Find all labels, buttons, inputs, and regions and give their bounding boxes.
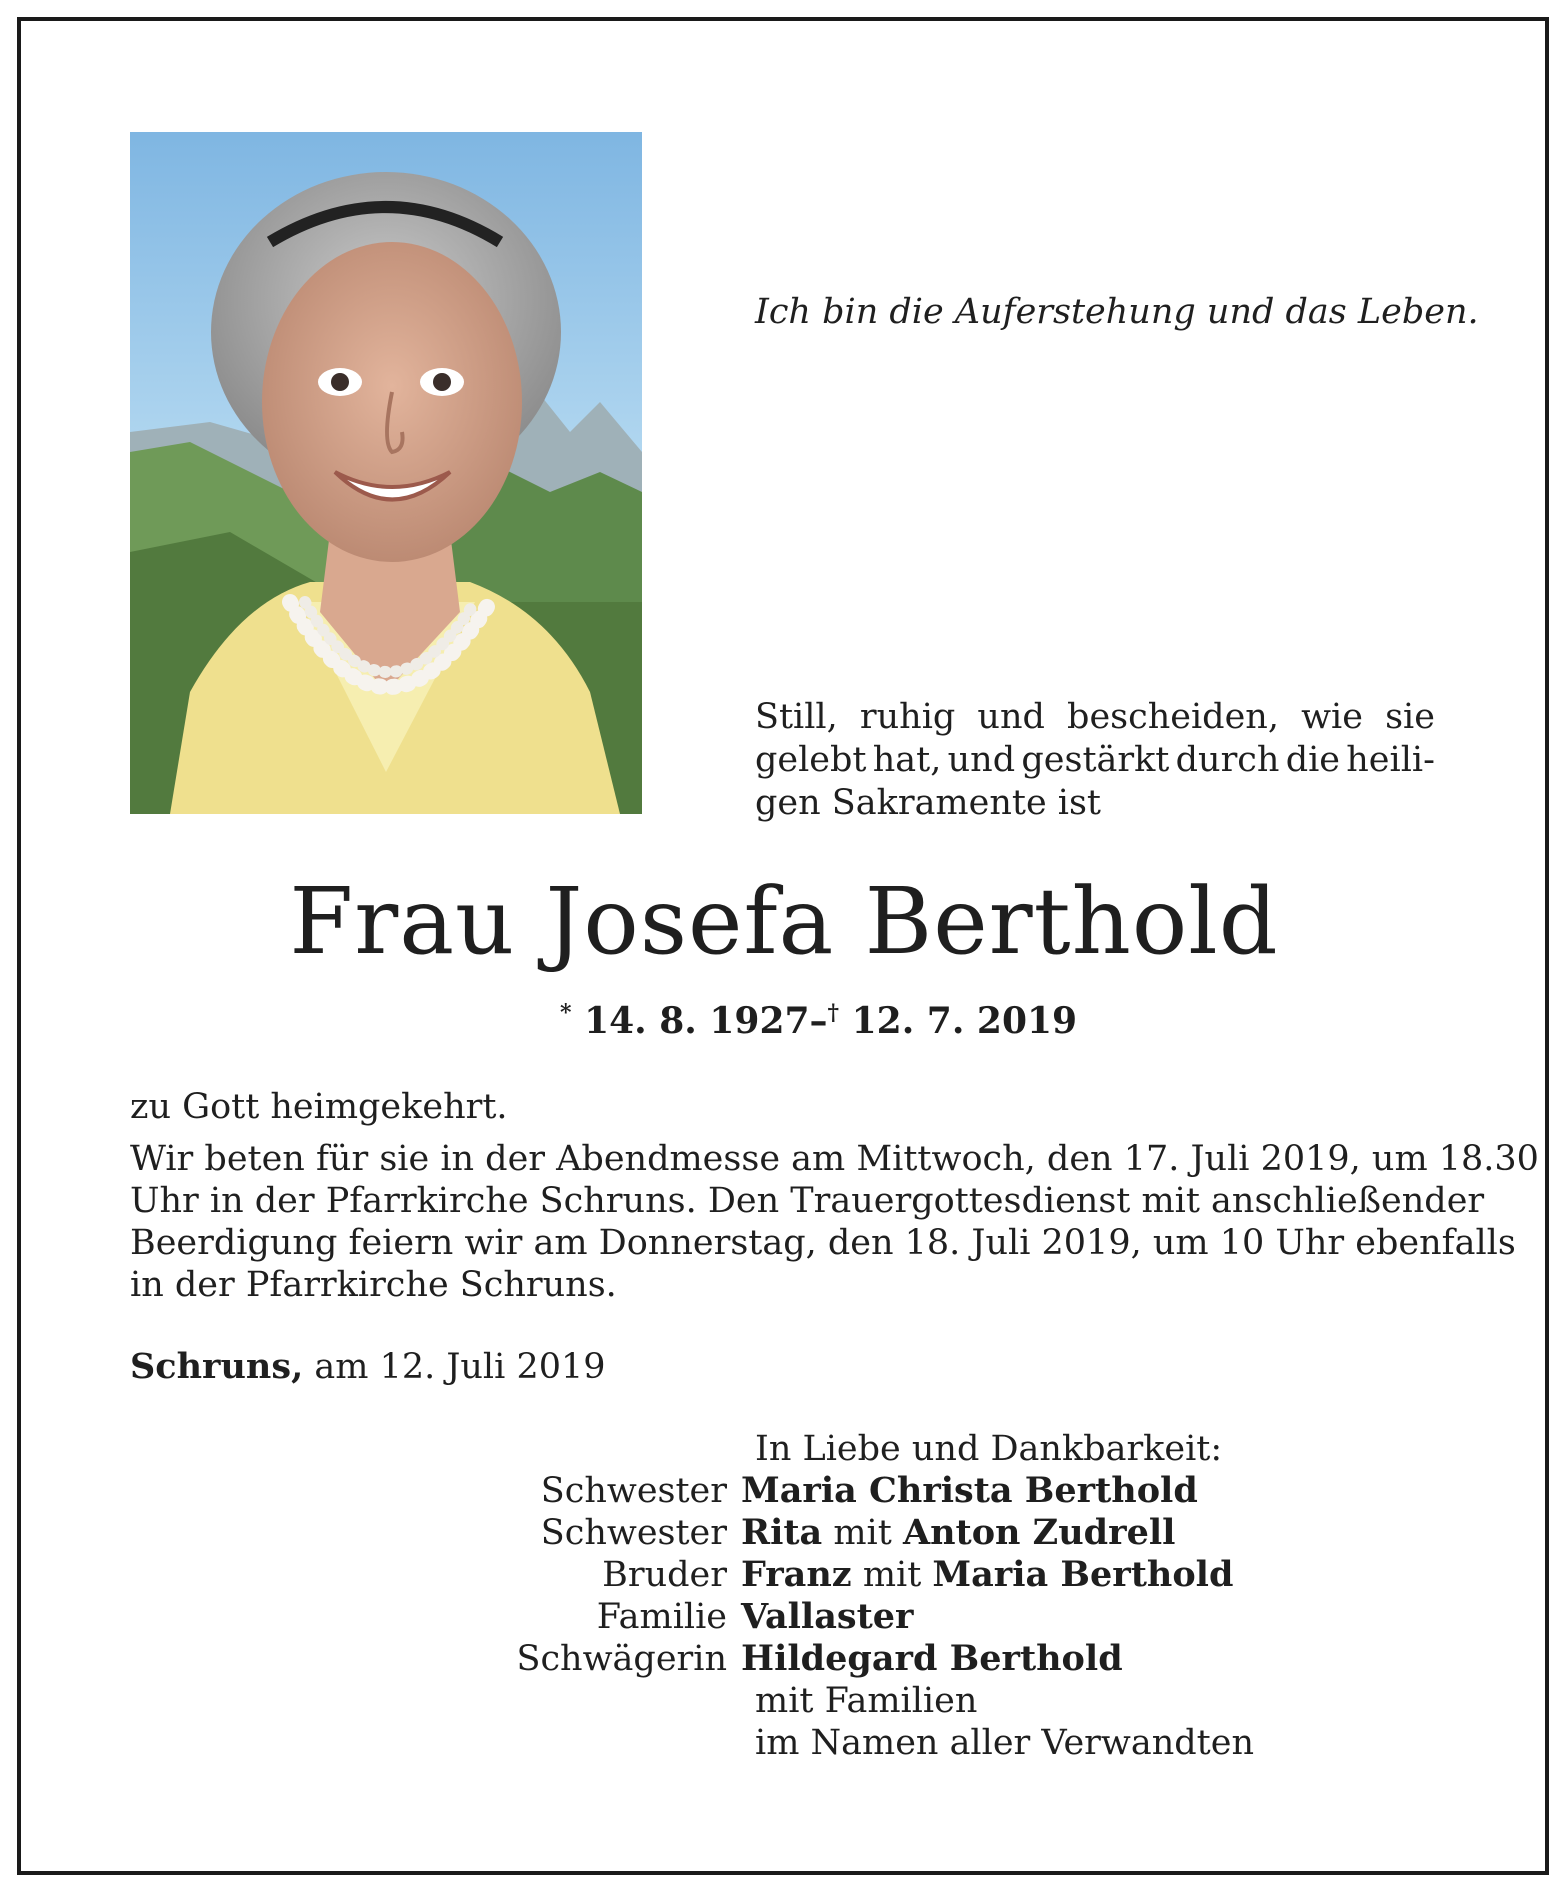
bible-quote: Ich bin die Auferstehung und das Leben. — [755, 292, 1479, 332]
intro-line-2 — [755, 739, 1435, 782]
intro-word: hat, — [872, 740, 942, 780]
homecoming-line: zu Gott heimgekehrt. — [130, 1087, 508, 1127]
mourner-name — [741, 1554, 1233, 1596]
death-date: 12. 7. 2019 — [851, 1000, 1078, 1042]
intro-word: die — [1285, 740, 1341, 780]
mourner-name-secondary: Anton Zudrell — [902, 1512, 1176, 1553]
deceased-name: Frau Josefa Berthold — [289, 868, 1279, 975]
intro-word: und — [947, 740, 1016, 780]
mourner-name — [741, 1512, 1175, 1554]
mourner-relation: Familie — [596, 1597, 727, 1637]
intro-text — [755, 696, 1435, 825]
intro-line — [755, 739, 1435, 782]
service-info — [130, 1086, 1539, 1306]
intro-word: und — [977, 697, 1045, 737]
mourner-name-primary: Maria Christa Berthold — [741, 1470, 1198, 1511]
mourner-name — [741, 1638, 1123, 1680]
mourner-row — [0, 1554, 1568, 1596]
death-symbol: † — [827, 1000, 840, 1026]
mourner-row — [0, 1470, 1568, 1512]
place-town: Schruns, — [130, 1346, 304, 1387]
intro-word: Still, — [755, 697, 838, 737]
intro-word: sie — [1385, 697, 1435, 737]
mourner-row — [0, 1638, 1568, 1680]
intro-line — [755, 696, 1435, 739]
service-line-2: Wir beten für sie in der Abendmesse am Mittwoch, den 17. Juli 2019, um 18.30 — [130, 1139, 1539, 1179]
intro-line-1 — [755, 696, 1435, 739]
mourner-connector: mit — [851, 1555, 933, 1595]
mourner-name-secondary: Maria Berthold — [932, 1554, 1234, 1595]
mourner-name-primary: Rita — [741, 1512, 823, 1553]
intro-word: gelebt — [755, 740, 867, 780]
intro-line-3: gen Sakramente ist — [755, 783, 1102, 823]
portrait-photo — [130, 132, 642, 814]
mourner-row — [0, 1596, 1568, 1638]
mourner-relation: Bruder — [602, 1555, 727, 1595]
birth-date: 14. 8. 1927 — [584, 1000, 810, 1042]
intro-word: heili- — [1346, 740, 1435, 780]
mourner-relation: Schwester — [540, 1513, 727, 1553]
intro-word: gestärkt — [1021, 740, 1170, 780]
mourners-list — [0, 1428, 1568, 1764]
mourner-name — [741, 1470, 1198, 1512]
mourner-name — [741, 1596, 913, 1638]
mourner-connector: mit — [822, 1513, 903, 1553]
portrait-image — [130, 132, 642, 814]
mourners-footer-relatives: im Namen aller Verwandten — [755, 1723, 1254, 1763]
place-date-text: am 12. Juli 2019 — [303, 1347, 606, 1387]
service-line-3: Uhr in der Pfarrkirche Schruns. Den Trauergottesdienst mit anschließender — [130, 1181, 1485, 1221]
intro-word: ruhig — [859, 697, 956, 737]
intro-word: bescheiden, — [1067, 697, 1279, 737]
mourner-relation: Schwägerin — [516, 1639, 727, 1679]
intro-word: durch — [1175, 740, 1280, 780]
service-line-4: Beerdigung feiern wir am Donnerstag, den 18. Juli 2019, um 10 Uhr ebenfalls — [130, 1223, 1516, 1263]
mourners-footer-families: mit Familien — [755, 1681, 978, 1721]
service-line-5: in der Pfarrkirche Schruns. — [130, 1265, 617, 1305]
mourner-name-primary: Hildegard Berthold — [741, 1638, 1123, 1679]
mourner-relation: Schwester — [540, 1471, 727, 1511]
intro-line — [755, 782, 1435, 825]
mourners-header: In Liebe und Dankbarkeit: — [755, 1429, 1223, 1469]
mourner-name-primary: Vallaster — [741, 1596, 914, 1637]
birth-symbol: * — [560, 1000, 572, 1026]
place-date — [130, 1346, 606, 1387]
life-dates — [560, 1000, 1077, 1042]
intro-word: wie — [1301, 697, 1363, 737]
mourner-row — [0, 1512, 1568, 1554]
mourner-name-primary: Franz — [741, 1554, 852, 1595]
date-separator: – — [809, 1000, 828, 1042]
